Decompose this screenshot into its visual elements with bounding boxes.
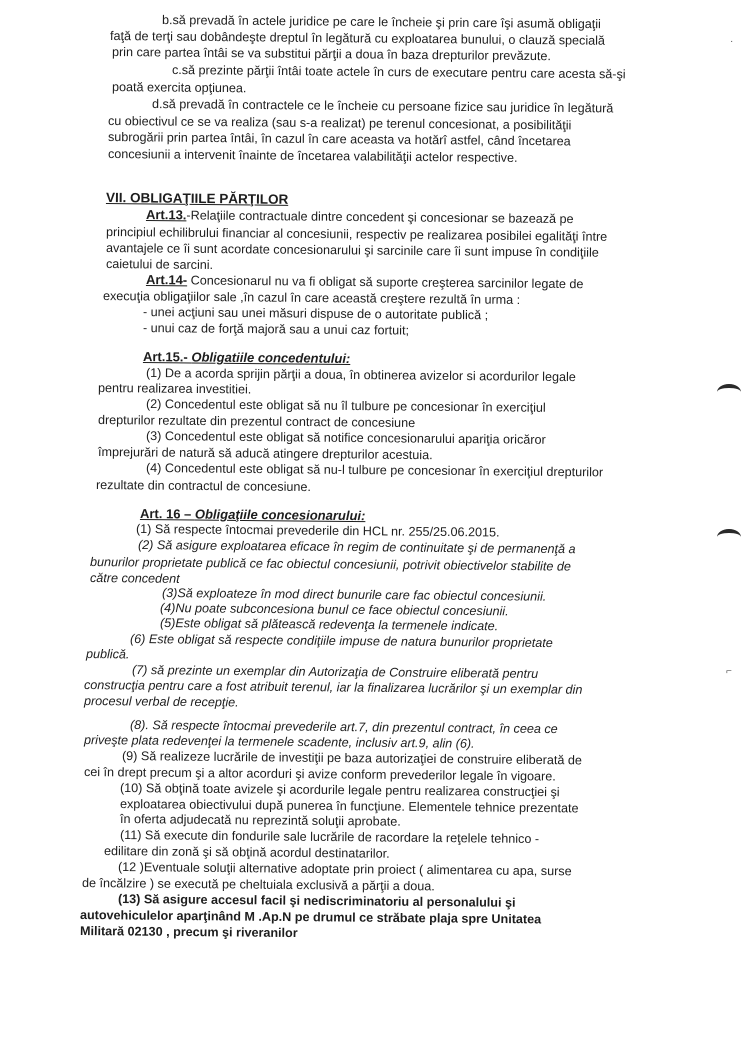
text-line: Militară 02130 , precum şi riveranilor bbox=[79, 924, 298, 941]
text-line: (1) De a acorda sprijin părţii a doua, în obtinerea avizelor si acordurilor legale bbox=[145, 366, 576, 385]
punch-hole-mark bbox=[717, 384, 741, 400]
text-line: către concedent bbox=[89, 571, 180, 586]
article-14-line bbox=[146, 273, 584, 291]
text-line: (6) Este obligat să respecte condiţiile impuse de natura bunurilor proprietate bbox=[129, 632, 553, 651]
text-line: pentru realizarea investitiei. bbox=[97, 381, 252, 397]
text-line: (1) Să respecte întocmai prevederile din HCL nr. 255/25.06.2015. bbox=[135, 522, 500, 540]
text-line: c.să prezinte părţii întâi toate actele în curs de executare pentru care acesta să-şi bbox=[171, 63, 626, 82]
text-line: caietului de sarcini. bbox=[105, 257, 214, 273]
text-line: rezultate din contractul de concesiune. bbox=[95, 478, 311, 495]
text-line: (11) Să execute din fondurile sale lucrările de racordare la reţelele tehnico - bbox=[119, 828, 540, 847]
text-line: concesiunii a intervenit înainte de încetarea valabilităţii actelor respective. bbox=[107, 147, 518, 165]
text-line: (13) Să asigure accesul facil şi nediscriminatoriu al personalului şi bbox=[117, 892, 516, 910]
text-line: (9) Să realizeze lucrările de investiţii pe baza autorizaţiei de construire eliberată de bbox=[121, 749, 582, 768]
section-heading: VII. OBLIGAŢIILE PĂRŢILOR bbox=[105, 190, 289, 207]
text-line: - unei acţiuni sau unei măsuri dispuse de o autoritate publică ; bbox=[142, 305, 489, 323]
article-16-line bbox=[140, 507, 366, 523]
text-line: (10) Să obţină toate avizele şi acordurile legale pentru realizarea construcţiei şi bbox=[119, 781, 560, 800]
article-13-label: Art.13. bbox=[145, 207, 187, 223]
text-line: în oferta adjudecată nu reprezintă soluţii aprobate. bbox=[119, 812, 401, 829]
scan-speck: ⌐ bbox=[726, 666, 732, 677]
text-line: priveşte plata redevenţei la termenele scadente, inclusiv art.9, alin (6). bbox=[83, 733, 475, 751]
text-line: (5)Este obligat să plătească redevenţa la termenele indicate. bbox=[159, 616, 499, 634]
article-15-label: Art.15.- bbox=[142, 349, 192, 365]
text-span: -Relaţiile contractuale dintre concedent şi concesionar se bazează pe bbox=[186, 208, 574, 227]
text-line: execuţia obligaţiilor sale ,în cazul în care această creştere rezultă în urma : bbox=[102, 289, 521, 308]
article-15-title: Obligatiile concedentului: bbox=[191, 349, 351, 366]
punch-hole-mark bbox=[717, 529, 741, 545]
text-line: bunurilor proprietate publică ce fac obiectul concesiunii, potrivit obiectivelor stabilite de bbox=[89, 555, 571, 574]
article-14-label: Art.14- bbox=[145, 272, 188, 288]
text-line: edilitare din zonă şi să obţină acordul destinatarilor. bbox=[103, 844, 390, 861]
text-line: împrejurări de natură să aducă atingere drepturilor acestuia. bbox=[97, 445, 433, 463]
text-line: principiul echilibrului financiar al concesiunii, respectiv pe realizarea posibilei egalităţi între bbox=[105, 225, 608, 244]
text-line: cei în drept precum şi a altor acorduri şi avize conform prevederilor legale în vigoare. bbox=[83, 765, 556, 784]
article-15-line bbox=[143, 350, 350, 366]
text-line: construcţia pentru care a fost atribuit terenul, iar la finalizarea lucrărilor şi un exemplar din bbox=[83, 678, 583, 697]
text-line: publică. bbox=[85, 647, 130, 662]
text-line: de încălzire ) se execută pe cheltuiala exclusivă a părţii a doua. bbox=[81, 876, 435, 894]
text-line: (8). Să respecte întocmai prevederile art.7, din prezentul contract, în ceea ce bbox=[129, 718, 558, 737]
text-line: faţă de terţi sau dobândeşte dreptul în legătură cu exploatarea bunului, o clauză specială bbox=[109, 29, 606, 48]
text-line: d.să prevadă în contractele ce le încheie cu persoane fizice sau juridice în legătură bbox=[151, 97, 614, 116]
text-line: avantajele ce îi sunt acordate concesionarului şi sarcinile care îi sunt impuse în condiţiile bbox=[105, 241, 599, 260]
text-line: subrogării prin partea întâi, în cazul în care aceasta va hotărî astfel, când încetarea bbox=[107, 130, 571, 149]
text-line: autovehiculelor aparţinând M .Ap.N pe drumul ce străbate plaja spre Unitatea bbox=[79, 908, 542, 927]
text-line: (7) să prezinte un exemplar din Autorizaţia de Construire eliberată pentru bbox=[131, 663, 539, 681]
text-line: (2) Concedentul este obligat să nu îl tulbure pe concesionar în exerciţiul bbox=[145, 397, 546, 415]
text-line: (12 )Eventuale soluţii alternative adoptate prin proiect ( alimentarea cu apa, surse bbox=[117, 860, 572, 879]
article-13-line bbox=[146, 208, 574, 226]
text-span: Concesionarul nu va fi obligat să suporte creşterea sarcinilor legate de bbox=[187, 273, 584, 292]
text-line: (2) Să asigure exploatarea eficace în regim de continuitate şi de permanenţă a bbox=[137, 538, 576, 557]
article-16-label: Art. 16 – bbox=[139, 506, 195, 522]
text-line: (3)Să exploateze în mod direct bunurile care fac obiectul concesiunii. bbox=[161, 586, 547, 604]
text-line: b.să prevadă în actele juridice pe care le încheie şi prin care îşi asumă obligaţii bbox=[161, 13, 601, 32]
article-16-title: Obligaţiile concesionarului: bbox=[194, 506, 366, 524]
text-line: drepturilor rezultate din prezentul contract de concesiune bbox=[97, 413, 416, 431]
text-line: (3) Concedentul este obligat să notifice concesionarului apariţia oricăror bbox=[145, 429, 546, 447]
text-line: poată exercita opţiunea. bbox=[111, 80, 247, 96]
text-line: cu obiectivul ce se va realiza (sau s-a realizat) pe terenul concesionat, a posibilităţii bbox=[107, 114, 572, 133]
text-line: prin care partea întâi se va substitui părţii a doua în baza drepturilor prevăzute. bbox=[111, 45, 551, 64]
text-line: (4) Concedentul este obligat să nu-l tulbure pe concesionar în exerciţiul drepturilor bbox=[145, 461, 604, 480]
scan-speck: · bbox=[730, 36, 734, 47]
text-line: exploatarea obiectivului după punerea în funcţiune. Elementele tehnice prezentate bbox=[119, 797, 579, 816]
text-line: procesul verbal de recepţie. bbox=[83, 694, 239, 710]
text-line: (4)Nu poate subconcesiona bunul ce face obiectul concesiunii. bbox=[159, 601, 509, 619]
text-line: - unui caz de forţă majoră sau a unui caz fortuit; bbox=[142, 321, 410, 338]
